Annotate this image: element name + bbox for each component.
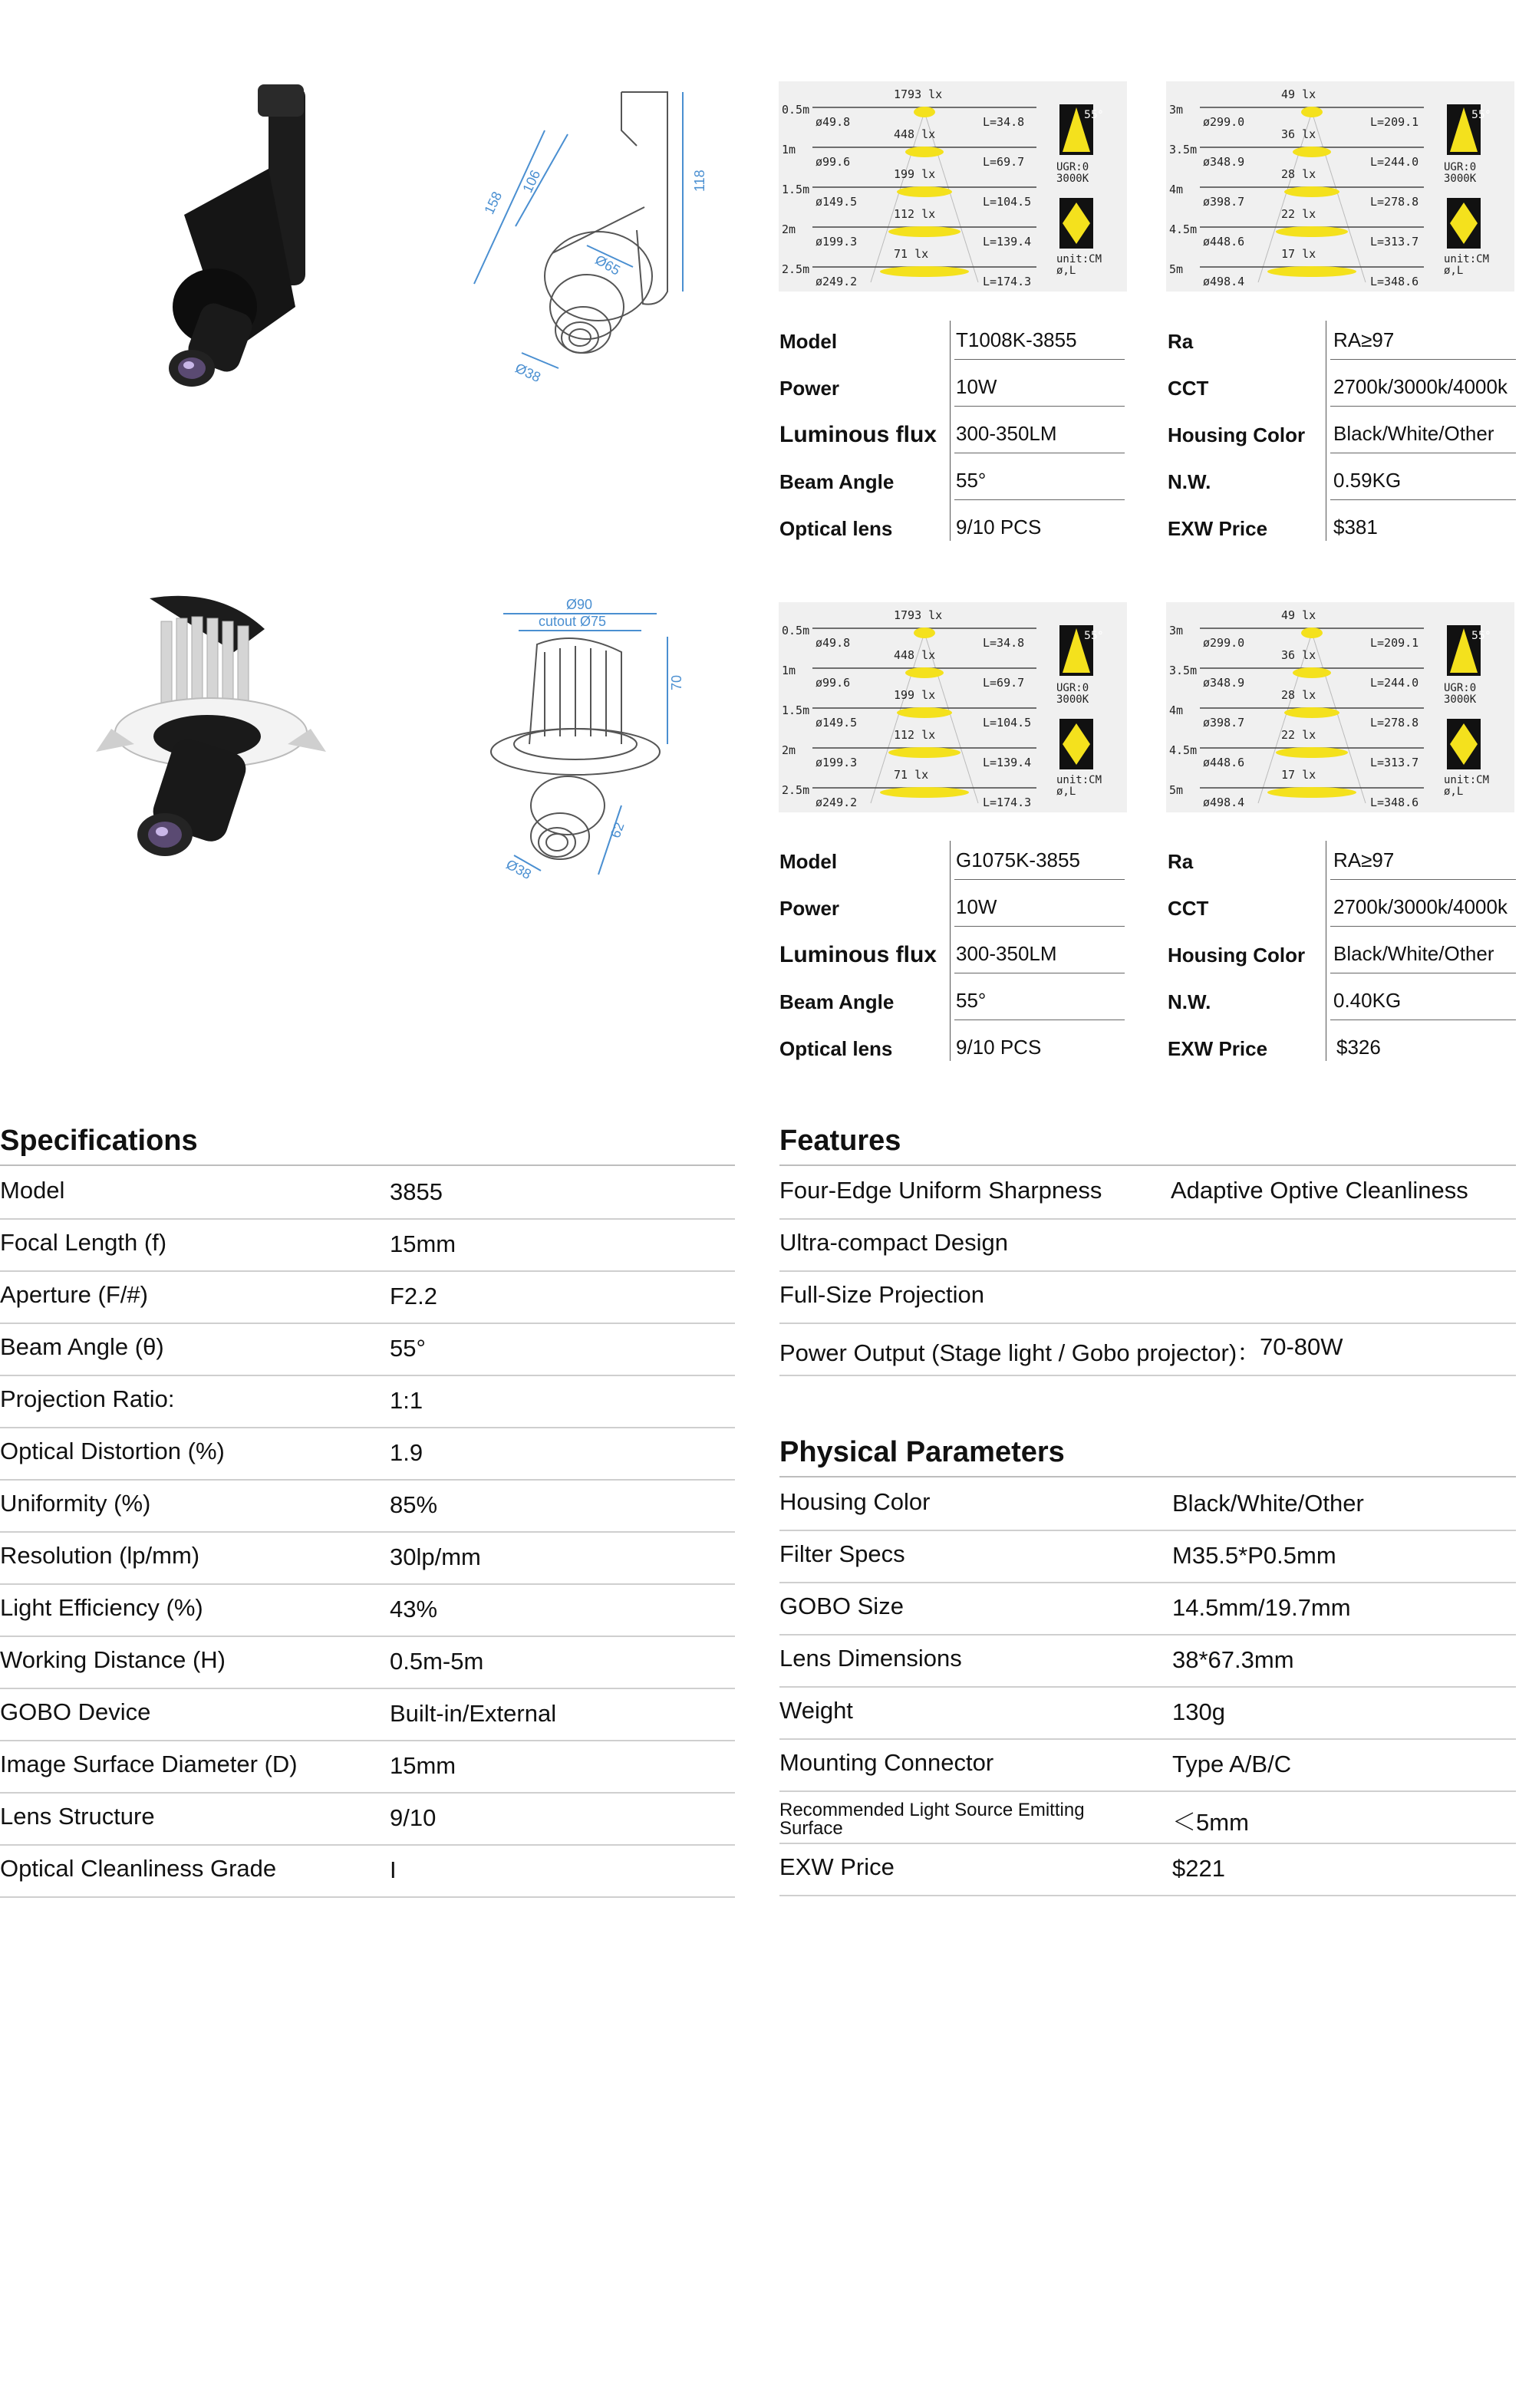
spec-label: Model	[0, 1177, 65, 1204]
diameter-label: ø398.7	[1203, 716, 1245, 730]
row-value: Black/White/Other	[1333, 942, 1494, 965]
feature-label: Power Output (Stage light / Gobo projector)：	[779, 1339, 1261, 1366]
length-label: L=34.8	[983, 115, 1025, 129]
length-label: L=174.3	[983, 275, 1032, 288]
row-label: CCT	[1168, 377, 1209, 400]
beam-spot	[914, 107, 935, 117]
table-row	[1166, 500, 1516, 547]
diameter-label: ø398.7	[1203, 195, 1245, 209]
distance-label: 1.5m	[782, 703, 810, 717]
row-value: 300-350LM	[956, 422, 1057, 445]
track-light-photo	[138, 77, 338, 399]
spec-value: 0.5m-5m	[390, 1648, 484, 1675]
physical-row	[779, 1582, 1516, 1636]
diameter-label: ø49.8	[816, 115, 851, 129]
distance-label: 1.5m	[782, 183, 810, 196]
physical-value: 14.5mm/19.7mm	[1172, 1594, 1351, 1621]
spec-row	[0, 1270, 735, 1324]
row-label: Housing Color	[1168, 423, 1306, 446]
row-value: 10W	[956, 375, 997, 398]
lux-label: 49 lx	[1281, 87, 1316, 101]
spec-value: F2.2	[390, 1283, 438, 1309]
recessed-light-dimension-drawing	[476, 591, 690, 890]
row-label: CCT	[1168, 897, 1209, 920]
length-label: L=348.6	[1370, 796, 1419, 809]
diameter-label: ø498.4	[1203, 275, 1245, 288]
length-label: L=209.1	[1370, 636, 1419, 650]
unit-keys-label: ø,L	[1444, 786, 1464, 798]
beam-spot	[1267, 787, 1356, 798]
row-value: Black/White/Other	[1333, 422, 1494, 445]
spec-row	[0, 1218, 735, 1272]
physical-row	[779, 1843, 1516, 1896]
dim-62: 62	[607, 820, 628, 840]
diameter-label: ø49.8	[816, 636, 851, 650]
physical-value: M35.5*P0.5mm	[1172, 1542, 1336, 1569]
beam-spot	[1267, 266, 1356, 277]
unit-label: unit:CM	[1056, 774, 1102, 786]
row-label: Ra	[1168, 850, 1194, 873]
row-value: RA≥97	[1333, 848, 1395, 871]
length-label: L=69.7	[983, 676, 1025, 690]
table-row	[1166, 407, 1516, 453]
spec-label: Resolution (lp/mm)	[0, 1542, 200, 1569]
photometric-chart-near	[779, 81, 1127, 292]
lux-label: 17 lx	[1281, 768, 1316, 782]
spec-row	[0, 1583, 735, 1637]
unit-label: unit:CM	[1444, 253, 1490, 265]
table-row	[1166, 927, 1516, 973]
length-label: L=244.0	[1370, 676, 1419, 690]
distance-label: 4m	[1169, 183, 1184, 196]
beam-spot	[1284, 707, 1339, 718]
lux-label: 49 lx	[1281, 608, 1316, 622]
spec-value: 9/10	[390, 1804, 437, 1831]
spec-value: 85%	[390, 1491, 438, 1518]
table-row	[1166, 313, 1516, 360]
diameter-label: ø149.5	[816, 195, 858, 209]
dim-38: Ø38	[512, 360, 543, 386]
row-value: 2700k/3000k/4000k	[1333, 375, 1507, 398]
length-label: L=174.3	[983, 796, 1032, 809]
row-label: Ra	[1168, 330, 1194, 353]
ugr-label: UGR:0	[1056, 682, 1089, 694]
physical-value: 130g	[1172, 1698, 1225, 1725]
spec-value: 55°	[390, 1335, 426, 1362]
row-label: Power	[779, 897, 840, 920]
spec-row	[0, 1479, 735, 1533]
row-label: Luminous flux	[779, 422, 937, 447]
row-label: Optical lens	[779, 517, 893, 540]
unit-keys-label: ø,L	[1056, 265, 1076, 277]
row-value: 55°	[956, 469, 987, 492]
beam-spot	[1301, 107, 1323, 117]
table-row	[1166, 360, 1516, 407]
lux-label: 22 lx	[1281, 728, 1316, 742]
spec-label: Focal Length (f)	[0, 1229, 167, 1256]
feature-label: Ultra-compact Design	[779, 1229, 1009, 1256]
table-row	[778, 973, 1125, 1020]
physical-row	[779, 1477, 1516, 1531]
physical-value: $221	[1172, 1855, 1225, 1882]
cct-label: 3000K	[1056, 173, 1089, 185]
beam-spot	[880, 266, 969, 277]
unit-label: unit:CM	[1056, 253, 1102, 265]
spec-value: 30lp/mm	[390, 1543, 481, 1570]
specifications-title: Specifications	[0, 1125, 198, 1157]
spec-value: 3855	[390, 1178, 443, 1205]
spec-value: Built-in/External	[390, 1700, 557, 1727]
photometric-svg	[1166, 602, 1514, 812]
lux-label: 17 lx	[1281, 247, 1316, 261]
row-value: T1008K-3855	[956, 328, 1077, 351]
physical-label: EXW Price	[779, 1853, 895, 1880]
length-label: L=139.4	[983, 756, 1032, 769]
row-label: Optical lens	[779, 1037, 893, 1060]
table-row	[1166, 833, 1516, 880]
beam-spot	[1293, 147, 1331, 157]
beam-spot	[897, 186, 952, 197]
product2-spec-table-left	[778, 833, 1125, 1067]
lux-label: 22 lx	[1281, 207, 1316, 221]
row-value: 9/10 PCS	[956, 516, 1042, 539]
track-light-dimension-drawing	[430, 77, 721, 399]
row-value: 0.40KG	[1333, 989, 1402, 1012]
distance-label: 3.5m	[1169, 664, 1198, 677]
table-row	[778, 833, 1125, 880]
physical-value: Black/White/Other	[1172, 1490, 1364, 1517]
length-label: L=348.6	[1370, 275, 1419, 288]
lux-label: 71 lx	[894, 768, 929, 782]
dim-118: 118	[692, 170, 707, 192]
diameter-label: ø448.6	[1203, 756, 1245, 769]
distance-label: 1m	[782, 664, 796, 677]
length-label: L=209.1	[1370, 115, 1419, 129]
beam-spot	[905, 667, 944, 678]
photometric-chart-far	[1166, 602, 1514, 812]
spec-value: 1.9	[390, 1439, 423, 1466]
beam-angle-label: 55°	[1084, 630, 1103, 642]
physical-label: GOBO Size	[779, 1593, 904, 1619]
feature-row	[779, 1218, 1516, 1272]
row-label: Model	[779, 330, 838, 353]
dim-65: Ø65	[592, 252, 623, 278]
distance-label: 3m	[1169, 624, 1184, 637]
lux-label: 1793 lx	[894, 608, 943, 622]
beam-edge-line	[1312, 112, 1366, 282]
row-value: RA≥97	[1333, 328, 1395, 351]
physical-value: ＜5mm	[1172, 1809, 1249, 1836]
lux-label: 112 lx	[894, 728, 936, 742]
row-label: Power	[779, 377, 840, 400]
distance-label: 5m	[1169, 783, 1184, 797]
diameter-label: ø249.2	[816, 796, 858, 809]
spec-row	[0, 1531, 735, 1585]
spec-label: GOBO Device	[0, 1698, 151, 1725]
distance-label: 0.5m	[782, 624, 810, 637]
beam-spot	[905, 147, 944, 157]
dim-cutout-75: cutout Ø75	[539, 614, 607, 629]
spec-value: 43%	[390, 1596, 438, 1622]
physical-row	[779, 1738, 1516, 1792]
table-row	[778, 407, 1125, 453]
distance-label: 2.5m	[782, 783, 810, 797]
row-label: Luminous flux	[779, 942, 937, 967]
row-label: Beam Angle	[779, 470, 895, 493]
spec-row	[0, 1375, 735, 1428]
spec-label: Projection Ratio:	[0, 1385, 175, 1412]
physical-value: 38*67.3mm	[1172, 1646, 1294, 1673]
photometric-svg	[779, 602, 1127, 812]
beam-spot	[897, 707, 952, 718]
beam-angle-label: 55°	[1471, 630, 1491, 642]
ugr-label: UGR:0	[1056, 161, 1089, 173]
distance-label: 2m	[782, 222, 796, 236]
physical-label: Housing Color	[779, 1488, 931, 1515]
diameter-label: ø448.6	[1203, 235, 1245, 249]
spec-label: Working Distance (H)	[0, 1646, 226, 1673]
cct-label: 3000K	[1444, 173, 1477, 185]
length-label: L=104.5	[983, 716, 1032, 730]
distance-label: 5m	[1169, 262, 1184, 276]
beam-spot	[880, 787, 969, 798]
photometric-svg	[1166, 81, 1514, 292]
length-label: L=69.7	[983, 155, 1025, 169]
lux-label: 1793 lx	[894, 87, 943, 101]
physical-value: Type A/B/C	[1172, 1751, 1292, 1777]
spec-label: Image Surface Diameter (D)	[0, 1751, 298, 1777]
table-row	[778, 453, 1125, 500]
beam-spot	[888, 747, 960, 758]
cct-label: 3000K	[1444, 693, 1477, 706]
table-row	[1166, 1020, 1516, 1067]
row-value: G1075K-3855	[956, 848, 1080, 871]
spec-label: Uniformity (%)	[0, 1490, 151, 1517]
lux-label: 199 lx	[894, 167, 936, 181]
diameter-label: ø498.4	[1203, 796, 1245, 809]
beam-spot	[914, 628, 935, 638]
beam-spot	[1301, 628, 1323, 638]
diameter-label: ø199.3	[816, 235, 858, 249]
spec-value: 15mm	[390, 1752, 456, 1779]
diameter-label: ø299.0	[1203, 115, 1245, 129]
distance-label: 4.5m	[1169, 222, 1198, 236]
feature-row	[779, 1270, 1516, 1324]
physical-label: Filter Specs	[779, 1540, 905, 1567]
distance-label: 2m	[782, 743, 796, 757]
distance-label: 2.5m	[782, 262, 810, 276]
diameter-label: ø348.9	[1203, 155, 1245, 169]
spec-label: Optical Distortion (%)	[0, 1438, 225, 1464]
dim-158: 158	[481, 189, 506, 217]
distance-label: 4m	[1169, 703, 1184, 717]
ugr-label: UGR:0	[1444, 161, 1477, 173]
row-value: 2700k/3000k/4000k	[1333, 895, 1507, 918]
recessed-light-photo	[88, 591, 334, 867]
lux-label: 28 lx	[1281, 167, 1316, 181]
table-row	[1166, 453, 1516, 500]
spec-row	[0, 1166, 735, 1220]
photometric-chart-near	[779, 602, 1127, 812]
physical-row	[779, 1530, 1516, 1583]
row-label: Model	[779, 850, 838, 873]
product1-spec-table-right	[1166, 313, 1516, 547]
spec-row	[0, 1636, 735, 1689]
spec-row	[0, 1427, 735, 1481]
feature-value: 70-80W	[1260, 1333, 1343, 1360]
length-label: L=278.8	[1370, 195, 1419, 209]
physical-row	[779, 1686, 1516, 1740]
beam-edge-line	[1312, 633, 1366, 803]
spec-row	[0, 1323, 735, 1376]
photometric-svg	[779, 81, 1127, 292]
spec-row	[0, 1688, 735, 1741]
spec-label: Light Efficiency (%)	[0, 1594, 203, 1621]
row-value: 9/10 PCS	[956, 1036, 1042, 1059]
length-label: L=104.5	[983, 195, 1032, 209]
photometric-chart-far	[1166, 81, 1514, 292]
physical-row	[779, 1790, 1516, 1844]
product2-spec-table-right	[1166, 833, 1516, 1067]
unit-keys-label: ø,L	[1056, 786, 1076, 798]
unit-label: unit:CM	[1444, 774, 1490, 786]
spec-label: Beam Angle (θ)	[0, 1333, 164, 1360]
beam-spot	[1276, 226, 1348, 237]
distance-label: 3m	[1169, 103, 1184, 117]
length-label: L=278.8	[1370, 716, 1419, 730]
table-row	[778, 1020, 1125, 1067]
length-label: L=34.8	[983, 636, 1025, 650]
table-row	[1166, 973, 1516, 1020]
physical-row	[779, 1634, 1516, 1688]
feature-label: Adaptive Optive Cleanliness	[1171, 1177, 1468, 1204]
row-label: Housing Color	[1168, 944, 1306, 967]
lux-label: 71 lx	[894, 247, 929, 261]
diameter-label: ø299.0	[1203, 636, 1245, 650]
features-title: Features	[779, 1125, 901, 1157]
beam-spot	[1276, 747, 1348, 758]
dim-70: 70	[669, 674, 684, 690]
feature-label: Four-Edge Uniform Sharpness	[779, 1177, 1102, 1204]
table-row	[1166, 880, 1516, 927]
cct-label: 3000K	[1056, 693, 1089, 706]
spec-row	[0, 1792, 735, 1846]
beam-spot	[1284, 186, 1339, 197]
beam-angle-label: 55°	[1471, 109, 1491, 121]
lux-label: 36 lx	[1281, 648, 1316, 662]
feature-row	[779, 1166, 1516, 1220]
dim-90: Ø90	[566, 597, 593, 612]
physical-label: Mounting Connector	[779, 1749, 994, 1776]
physical-label: Lens Dimensions	[779, 1645, 962, 1672]
row-value: 10W	[956, 895, 997, 918]
spec-value: 15mm	[390, 1230, 456, 1257]
length-label: L=313.7	[1370, 756, 1419, 769]
table-row	[778, 500, 1125, 547]
row-value: 300-350LM	[956, 942, 1057, 965]
diameter-label: ø99.6	[816, 155, 851, 169]
row-label: Beam Angle	[779, 990, 895, 1013]
lux-label: 28 lx	[1281, 688, 1316, 702]
spec-value: I	[390, 1856, 397, 1883]
spec-label: Aperture (F/#)	[0, 1281, 148, 1308]
table-row	[778, 927, 1125, 973]
row-label: N.W.	[1168, 990, 1211, 1013]
spec-label: Lens Structure	[0, 1803, 155, 1830]
spec-label: Optical Cleanliness Grade	[0, 1855, 277, 1882]
feature-label: Full-Size Projection	[779, 1281, 985, 1308]
physical-label: Weight	[779, 1697, 853, 1724]
distance-label: 3.5m	[1169, 143, 1198, 156]
physical-parameters-title: Physical Parameters	[779, 1436, 1065, 1468]
lux-label: 36 lx	[1281, 127, 1316, 141]
ugr-label: UGR:0	[1444, 682, 1477, 694]
unit-keys-label: ø,L	[1444, 265, 1464, 277]
beam-spot	[888, 226, 960, 237]
row-value: $381	[1333, 516, 1378, 539]
diameter-label: ø348.9	[1203, 676, 1245, 690]
feature-row	[779, 1323, 1516, 1376]
row-value: 0.59KG	[1333, 469, 1402, 492]
table-row	[778, 880, 1125, 927]
product1-spec-table-left	[778, 313, 1125, 547]
lux-label: 448 lx	[894, 648, 936, 662]
length-label: L=244.0	[1370, 155, 1419, 169]
lux-label: 448 lx	[894, 127, 936, 141]
length-label: L=313.7	[1370, 235, 1419, 249]
table-row	[778, 313, 1125, 360]
diameter-label: ø99.6	[816, 676, 851, 690]
beam-spot	[1293, 667, 1331, 678]
distance-label: 4.5m	[1169, 743, 1198, 757]
lux-label: 199 lx	[894, 688, 936, 702]
beam-angle-label: 55°	[1084, 109, 1103, 121]
row-label: EXW Price	[1168, 517, 1268, 540]
diameter-label: ø149.5	[816, 716, 858, 730]
row-label: EXW Price	[1168, 1037, 1268, 1060]
diameter-label: ø199.3	[816, 756, 858, 769]
table-row	[778, 360, 1125, 407]
spec-row	[0, 1740, 735, 1794]
diameter-label: ø249.2	[816, 275, 858, 288]
lux-label: 112 lx	[894, 207, 936, 221]
spec-value: 1:1	[390, 1387, 423, 1414]
length-label: L=139.4	[983, 235, 1032, 249]
spec-row	[0, 1844, 735, 1898]
row-value: 55°	[956, 989, 987, 1012]
row-value: $326	[1336, 1036, 1381, 1059]
distance-label: 1m	[782, 143, 796, 156]
dim-38: Ø38	[503, 856, 534, 883]
physical-label: Recommended Light Source Emitting Surface	[779, 1800, 1085, 1839]
row-label: N.W.	[1168, 470, 1211, 493]
dim-106: 106	[519, 167, 544, 196]
distance-label: 0.5m	[782, 103, 810, 117]
